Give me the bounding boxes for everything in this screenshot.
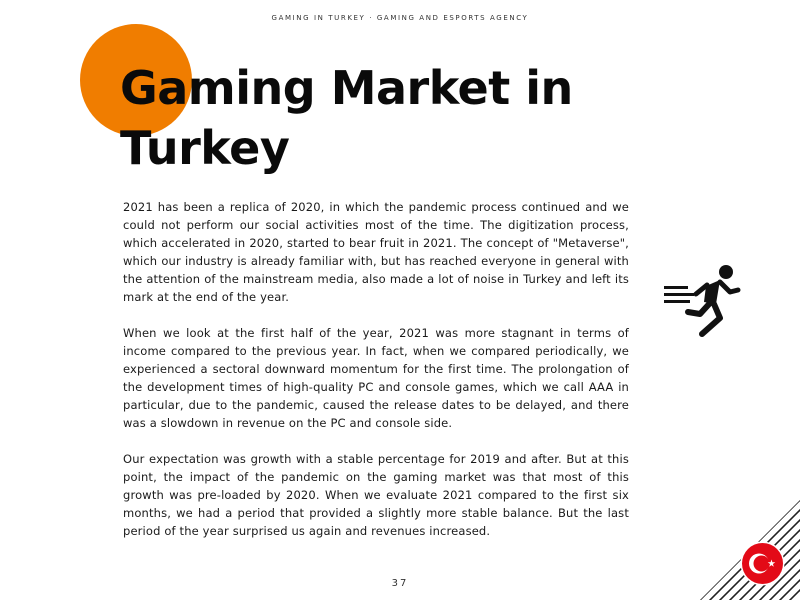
page-number: 37 [391,578,409,589]
title-line-2: Turkey [120,121,290,175]
paragraph-2: When we look at the first half of the year, 2021 was more stagnant in terms of income compared to the previous year. In fact, when we compared periodically, we experienced a sectoral downward momentum for the first time. The prolongation of the development times of high-quality PC and console games, which we call AAA in particular, due to the pandemic, caused the release dates to be delayed, and there was a slowdown in revenue on the PC and console side. [123,326,629,430]
paragraph-3: Our expectation was growth with a stable percentage for 2019 and after. But at this point, the impact of the pandemic on the gaming market was that most of this growth was pre-loaded by 2020. When we evaluate 2021 compared to the first six months, we had a period that provided a slightly more stable balance. But the last period of the year surprised us again and revenues increased. [123,452,629,538]
title-line-1: Gaming Market in [120,61,573,115]
body-text [123,198,629,558]
paragraph-1: 2021 has been a replica of 2020, in which the pandemic process continued and we could not perform our social activities most of the time. The digitization process, which accelerated in 2020, started to bear fruit in 2021. The concept of "Metaverse", which our industry is already familiar with, but has reached everyone in general with the attention of the mainstream media, also made a lot of noise in Turkey and left its mark at the end of the year. [123,200,629,304]
page-header: GAMING IN TURKEY · GAMING AND ESPORTS AGENCY [271,14,529,22]
running-person-icon [660,262,742,340]
page-title [120,58,640,178]
